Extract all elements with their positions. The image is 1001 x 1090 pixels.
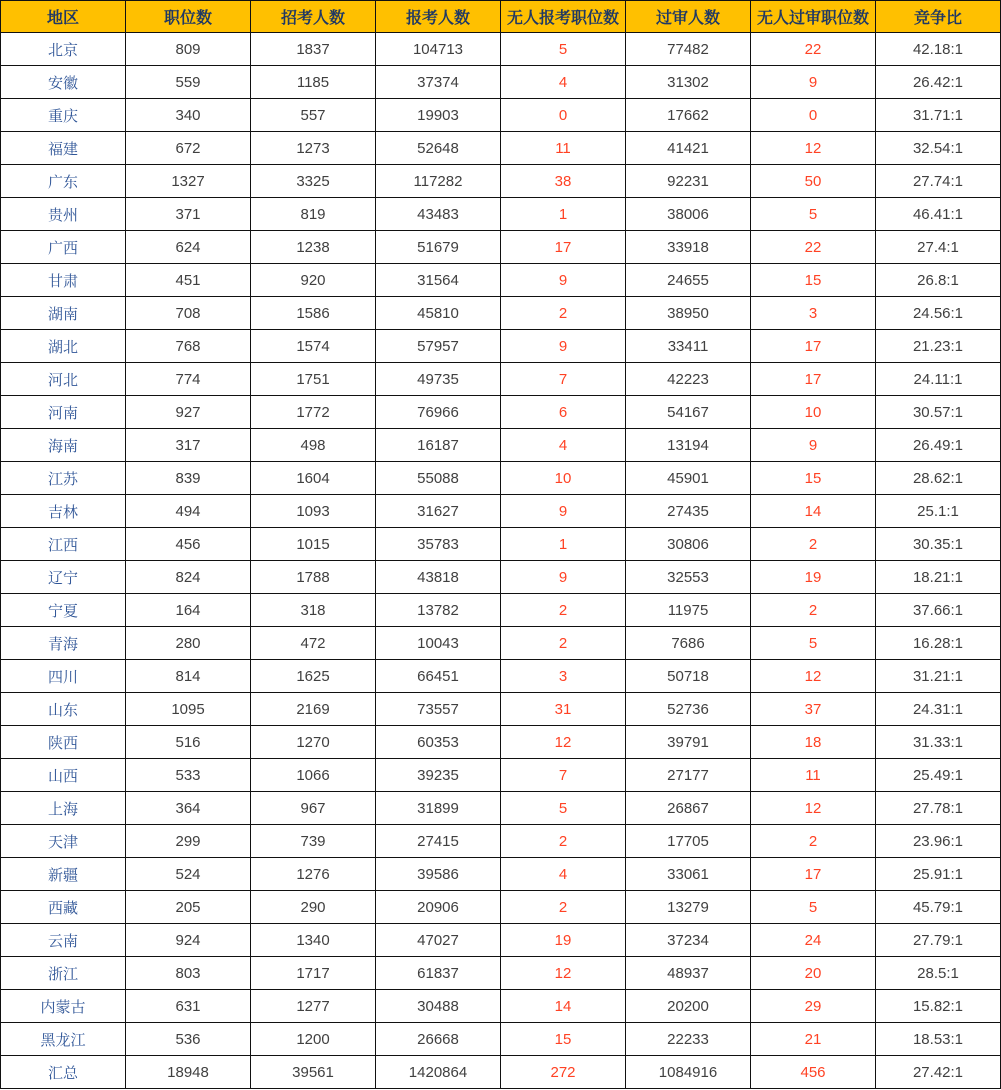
region-cell: 汇总 [1, 1056, 126, 1089]
alert-value-cell: 15 [501, 1023, 626, 1056]
value-cell: 26668 [376, 1023, 501, 1056]
region-cell: 吉林 [1, 495, 126, 528]
alert-value-cell: 5 [501, 33, 626, 66]
value-cell: 30.35:1 [876, 528, 1001, 561]
alert-value-cell: 4 [501, 858, 626, 891]
value-cell: 3325 [251, 165, 376, 198]
value-cell: 30806 [626, 528, 751, 561]
value-cell: 472 [251, 627, 376, 660]
value-cell: 1277 [251, 990, 376, 1023]
alert-value-cell: 2 [501, 594, 626, 627]
value-cell: 39791 [626, 726, 751, 759]
column-header-position-count: 职位数 [126, 1, 251, 33]
alert-value-cell: 9 [501, 264, 626, 297]
alert-value-cell: 3 [751, 297, 876, 330]
value-cell: 23.96:1 [876, 825, 1001, 858]
region-cell: 内蒙古 [1, 990, 126, 1023]
value-cell: 37234 [626, 924, 751, 957]
value-cell: 1327 [126, 165, 251, 198]
value-cell: 1772 [251, 396, 376, 429]
value-cell: 46.41:1 [876, 198, 1001, 231]
value-cell: 33411 [626, 330, 751, 363]
value-cell: 30488 [376, 990, 501, 1023]
value-cell: 25.1:1 [876, 495, 1001, 528]
value-cell: 31.71:1 [876, 99, 1001, 132]
table-row [1, 231, 1001, 264]
table-row [1, 198, 1001, 231]
alert-value-cell: 9 [501, 495, 626, 528]
value-cell: 318 [251, 594, 376, 627]
value-cell: 25.49:1 [876, 759, 1001, 792]
value-cell: 47027 [376, 924, 501, 957]
value-cell: 824 [126, 561, 251, 594]
value-cell: 51679 [376, 231, 501, 264]
value-cell: 37.66:1 [876, 594, 1001, 627]
value-cell: 498 [251, 429, 376, 462]
value-cell: 1717 [251, 957, 376, 990]
value-cell: 1200 [251, 1023, 376, 1056]
value-cell: 25.91:1 [876, 858, 1001, 891]
table-row [1, 825, 1001, 858]
value-cell: 42223 [626, 363, 751, 396]
value-cell: 52648 [376, 132, 501, 165]
value-cell: 21.23:1 [876, 330, 1001, 363]
value-cell: 27435 [626, 495, 751, 528]
value-cell: 1270 [251, 726, 376, 759]
alert-value-cell: 9 [751, 66, 876, 99]
alert-value-cell: 19 [501, 924, 626, 957]
table-row [1, 792, 1001, 825]
region-cell: 北京 [1, 33, 126, 66]
alert-value-cell: 7 [501, 363, 626, 396]
table-row [1, 693, 1001, 726]
value-cell: 516 [126, 726, 251, 759]
region-cell: 湖北 [1, 330, 126, 363]
region-cell: 四川 [1, 660, 126, 693]
table-row [1, 495, 1001, 528]
alert-value-cell: 9 [751, 429, 876, 462]
value-cell: 803 [126, 957, 251, 990]
value-cell: 73557 [376, 693, 501, 726]
alert-value-cell: 0 [751, 99, 876, 132]
value-cell: 631 [126, 990, 251, 1023]
alert-value-cell: 12 [501, 957, 626, 990]
value-cell: 117282 [376, 165, 501, 198]
value-cell: 451 [126, 264, 251, 297]
value-cell: 54167 [626, 396, 751, 429]
alert-value-cell: 2 [751, 528, 876, 561]
value-cell: 494 [126, 495, 251, 528]
region-cell: 新疆 [1, 858, 126, 891]
value-cell: 104713 [376, 33, 501, 66]
alert-value-cell: 2 [501, 297, 626, 330]
alert-value-cell: 2 [501, 627, 626, 660]
value-cell: 24.11:1 [876, 363, 1001, 396]
alert-value-cell: 272 [501, 1056, 626, 1089]
value-cell: 43483 [376, 198, 501, 231]
value-cell: 1586 [251, 297, 376, 330]
region-cell: 广东 [1, 165, 126, 198]
region-cell: 山西 [1, 759, 126, 792]
alert-value-cell: 12 [751, 792, 876, 825]
table-row [1, 627, 1001, 660]
value-cell: 536 [126, 1023, 251, 1056]
value-cell: 61837 [376, 957, 501, 990]
value-cell: 31899 [376, 792, 501, 825]
value-cell: 1751 [251, 363, 376, 396]
table-row [1, 957, 1001, 990]
table-row [1, 561, 1001, 594]
value-cell: 26.8:1 [876, 264, 1001, 297]
value-cell: 48937 [626, 957, 751, 990]
value-cell: 31627 [376, 495, 501, 528]
alert-value-cell: 9 [501, 330, 626, 363]
table-row [1, 363, 1001, 396]
alert-value-cell: 24 [751, 924, 876, 957]
alert-value-cell: 21 [751, 1023, 876, 1056]
value-cell: 50718 [626, 660, 751, 693]
value-cell: 39561 [251, 1056, 376, 1089]
value-cell: 1095 [126, 693, 251, 726]
value-cell: 624 [126, 231, 251, 264]
value-cell: 37374 [376, 66, 501, 99]
region-cell: 山东 [1, 693, 126, 726]
table-row [1, 264, 1001, 297]
value-cell: 32553 [626, 561, 751, 594]
value-cell: 809 [126, 33, 251, 66]
alert-value-cell: 17 [751, 858, 876, 891]
value-cell: 27.4:1 [876, 231, 1001, 264]
region-cell: 广西 [1, 231, 126, 264]
value-cell: 31.33:1 [876, 726, 1001, 759]
alert-value-cell: 12 [501, 726, 626, 759]
region-cell: 云南 [1, 924, 126, 957]
value-cell: 55088 [376, 462, 501, 495]
alert-value-cell: 50 [751, 165, 876, 198]
value-cell: 38006 [626, 198, 751, 231]
value-cell: 280 [126, 627, 251, 660]
value-cell: 27177 [626, 759, 751, 792]
value-cell: 708 [126, 297, 251, 330]
value-cell: 456 [126, 528, 251, 561]
alert-value-cell: 19 [751, 561, 876, 594]
value-cell: 16187 [376, 429, 501, 462]
value-cell: 76966 [376, 396, 501, 429]
value-cell: 35783 [376, 528, 501, 561]
table-row [1, 66, 1001, 99]
value-cell: 66451 [376, 660, 501, 693]
table-row [1, 165, 1001, 198]
value-cell: 45810 [376, 297, 501, 330]
value-cell: 45901 [626, 462, 751, 495]
alert-value-cell: 4 [501, 429, 626, 462]
alert-value-cell: 37 [751, 693, 876, 726]
header-row [1, 1, 1001, 33]
alert-value-cell: 0 [501, 99, 626, 132]
value-cell: 31302 [626, 66, 751, 99]
value-cell: 49735 [376, 363, 501, 396]
value-cell: 24.56:1 [876, 297, 1001, 330]
table-row [1, 33, 1001, 66]
value-cell: 1837 [251, 33, 376, 66]
alert-value-cell: 29 [751, 990, 876, 1023]
value-cell: 15.82:1 [876, 990, 1001, 1023]
value-cell: 26.49:1 [876, 429, 1001, 462]
value-cell: 814 [126, 660, 251, 693]
value-cell: 1420864 [376, 1056, 501, 1089]
table-row [1, 528, 1001, 561]
alert-value-cell: 7 [501, 759, 626, 792]
region-cell: 甘肃 [1, 264, 126, 297]
value-cell: 27.78:1 [876, 792, 1001, 825]
alert-value-cell: 1 [501, 528, 626, 561]
alert-value-cell: 11 [751, 759, 876, 792]
value-cell: 16.28:1 [876, 627, 1001, 660]
value-cell: 920 [251, 264, 376, 297]
table-row [1, 858, 1001, 891]
total-row [1, 1056, 1001, 1089]
table-row [1, 759, 1001, 792]
region-cell: 湖南 [1, 297, 126, 330]
alert-value-cell: 10 [501, 462, 626, 495]
table-row [1, 297, 1001, 330]
alert-value-cell: 4 [501, 66, 626, 99]
value-cell: 1273 [251, 132, 376, 165]
value-cell: 10043 [376, 627, 501, 660]
alert-value-cell: 14 [751, 495, 876, 528]
value-cell: 967 [251, 792, 376, 825]
region-cell: 宁夏 [1, 594, 126, 627]
value-cell: 18948 [126, 1056, 251, 1089]
alert-value-cell: 5 [501, 792, 626, 825]
table-row [1, 990, 1001, 1023]
table-row [1, 99, 1001, 132]
value-cell: 38950 [626, 297, 751, 330]
alert-value-cell: 17 [501, 231, 626, 264]
column-header-no-applicant-positions: 无人报考职位数 [501, 1, 626, 33]
alert-value-cell: 11 [501, 132, 626, 165]
alert-value-cell: 1 [501, 198, 626, 231]
value-cell: 31.21:1 [876, 660, 1001, 693]
value-cell: 774 [126, 363, 251, 396]
alert-value-cell: 9 [501, 561, 626, 594]
value-cell: 28.62:1 [876, 462, 1001, 495]
value-cell: 1340 [251, 924, 376, 957]
value-cell: 2169 [251, 693, 376, 726]
alert-value-cell: 10 [751, 396, 876, 429]
value-cell: 33061 [626, 858, 751, 891]
value-cell: 924 [126, 924, 251, 957]
region-cell: 上海 [1, 792, 126, 825]
value-cell: 22233 [626, 1023, 751, 1056]
value-cell: 371 [126, 198, 251, 231]
region-cell: 福建 [1, 132, 126, 165]
value-cell: 32.54:1 [876, 132, 1001, 165]
column-header-applicant-count: 报考人数 [376, 1, 501, 33]
value-cell: 18.21:1 [876, 561, 1001, 594]
alert-value-cell: 20 [751, 957, 876, 990]
value-cell: 77482 [626, 33, 751, 66]
value-cell: 1185 [251, 66, 376, 99]
region-cell: 贵州 [1, 198, 126, 231]
alert-value-cell: 2 [501, 825, 626, 858]
alert-value-cell: 6 [501, 396, 626, 429]
value-cell: 1574 [251, 330, 376, 363]
table-row [1, 1023, 1001, 1056]
region-cell: 海南 [1, 429, 126, 462]
value-cell: 13194 [626, 429, 751, 462]
value-cell: 559 [126, 66, 251, 99]
value-cell: 1084916 [626, 1056, 751, 1089]
alert-value-cell: 14 [501, 990, 626, 1023]
value-cell: 557 [251, 99, 376, 132]
value-cell: 1238 [251, 231, 376, 264]
value-cell: 1276 [251, 858, 376, 891]
value-cell: 290 [251, 891, 376, 924]
value-cell: 340 [126, 99, 251, 132]
value-cell: 299 [126, 825, 251, 858]
alert-value-cell: 5 [751, 627, 876, 660]
value-cell: 1066 [251, 759, 376, 792]
alert-value-cell: 456 [751, 1056, 876, 1089]
alert-value-cell: 12 [751, 132, 876, 165]
alert-value-cell: 18 [751, 726, 876, 759]
column-header-recruit-count: 招考人数 [251, 1, 376, 33]
value-cell: 927 [126, 396, 251, 429]
table-row [1, 330, 1001, 363]
value-cell: 18.53:1 [876, 1023, 1001, 1056]
value-cell: 364 [126, 792, 251, 825]
column-header-approved-count: 过审人数 [626, 1, 751, 33]
value-cell: 24.31:1 [876, 693, 1001, 726]
region-cell: 江西 [1, 528, 126, 561]
table-row [1, 396, 1001, 429]
value-cell: 20906 [376, 891, 501, 924]
value-cell: 13279 [626, 891, 751, 924]
value-cell: 524 [126, 858, 251, 891]
value-cell: 19903 [376, 99, 501, 132]
table-row [1, 924, 1001, 957]
table-row [1, 462, 1001, 495]
value-cell: 27.79:1 [876, 924, 1001, 957]
value-cell: 17662 [626, 99, 751, 132]
value-cell: 768 [126, 330, 251, 363]
table-header [1, 1, 1001, 33]
value-cell: 533 [126, 759, 251, 792]
value-cell: 92231 [626, 165, 751, 198]
value-cell: 11975 [626, 594, 751, 627]
table-row [1, 429, 1001, 462]
value-cell: 57957 [376, 330, 501, 363]
value-cell: 13782 [376, 594, 501, 627]
column-header-no-approved-positions: 无人过审职位数 [751, 1, 876, 33]
value-cell: 33918 [626, 231, 751, 264]
alert-value-cell: 17 [751, 363, 876, 396]
region-cell: 辽宁 [1, 561, 126, 594]
region-cell: 重庆 [1, 99, 126, 132]
value-cell: 819 [251, 198, 376, 231]
region-cell: 安徽 [1, 66, 126, 99]
region-cell: 河南 [1, 396, 126, 429]
column-header-region: 地区 [1, 1, 126, 33]
region-cell: 河北 [1, 363, 126, 396]
value-cell: 31564 [376, 264, 501, 297]
alert-value-cell: 2 [751, 594, 876, 627]
region-cell: 西藏 [1, 891, 126, 924]
alert-value-cell: 17 [751, 330, 876, 363]
alert-value-cell: 5 [751, 891, 876, 924]
table-row [1, 660, 1001, 693]
value-cell: 839 [126, 462, 251, 495]
alert-value-cell: 22 [751, 33, 876, 66]
alert-value-cell: 3 [501, 660, 626, 693]
table-body [1, 33, 1001, 1089]
value-cell: 1604 [251, 462, 376, 495]
region-cell: 浙江 [1, 957, 126, 990]
value-cell: 27.74:1 [876, 165, 1001, 198]
region-cell: 黑龙江 [1, 1023, 126, 1056]
value-cell: 28.5:1 [876, 957, 1001, 990]
alert-value-cell: 38 [501, 165, 626, 198]
table-row [1, 132, 1001, 165]
value-cell: 205 [126, 891, 251, 924]
value-cell: 317 [126, 429, 251, 462]
value-cell: 27.42:1 [876, 1056, 1001, 1089]
value-cell: 45.79:1 [876, 891, 1001, 924]
table-row [1, 891, 1001, 924]
region-cell: 青海 [1, 627, 126, 660]
value-cell: 1093 [251, 495, 376, 528]
value-cell: 1788 [251, 561, 376, 594]
value-cell: 43818 [376, 561, 501, 594]
region-cell: 江苏 [1, 462, 126, 495]
value-cell: 17705 [626, 825, 751, 858]
value-cell: 164 [126, 594, 251, 627]
value-cell: 41421 [626, 132, 751, 165]
value-cell: 20200 [626, 990, 751, 1023]
alert-value-cell: 15 [751, 264, 876, 297]
column-header-competition-ratio: 竞争比 [876, 1, 1001, 33]
region-cell: 天津 [1, 825, 126, 858]
value-cell: 1625 [251, 660, 376, 693]
value-cell: 26.42:1 [876, 66, 1001, 99]
value-cell: 60353 [376, 726, 501, 759]
value-cell: 27415 [376, 825, 501, 858]
alert-value-cell: 15 [751, 462, 876, 495]
alert-value-cell: 2 [751, 825, 876, 858]
alert-value-cell: 12 [751, 660, 876, 693]
alert-value-cell: 22 [751, 231, 876, 264]
alert-value-cell: 5 [751, 198, 876, 231]
value-cell: 52736 [626, 693, 751, 726]
region-cell: 陕西 [1, 726, 126, 759]
value-cell: 739 [251, 825, 376, 858]
value-cell: 26867 [626, 792, 751, 825]
value-cell: 39235 [376, 759, 501, 792]
table-row [1, 726, 1001, 759]
value-cell: 7686 [626, 627, 751, 660]
alert-value-cell: 2 [501, 891, 626, 924]
value-cell: 30.57:1 [876, 396, 1001, 429]
value-cell: 39586 [376, 858, 501, 891]
value-cell: 1015 [251, 528, 376, 561]
value-cell: 42.18:1 [876, 33, 1001, 66]
value-cell: 672 [126, 132, 251, 165]
value-cell: 24655 [626, 264, 751, 297]
alert-value-cell: 31 [501, 693, 626, 726]
table-row [1, 594, 1001, 627]
